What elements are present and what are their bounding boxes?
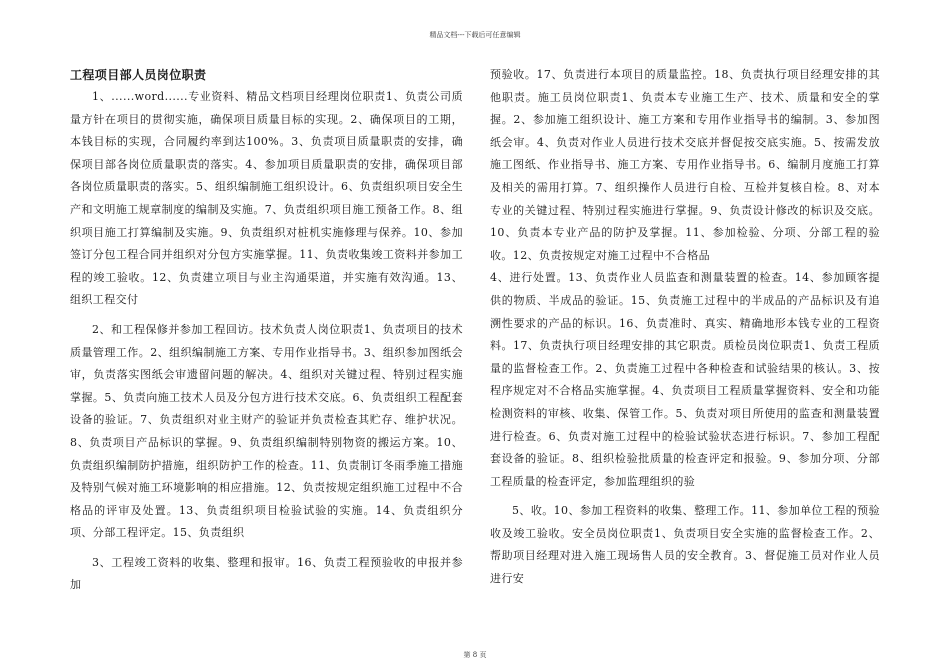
- paragraph-quality-inspector: 4、进行处置。13、负责作业人员监查和测量装置的检查。14、参加顾客提供的物质、半成品的验证。15、负责施工过程中的半成品的产品标识及有追溯性要求的产品的标识。16、负责准时、真实、精确地形本钱专业的工程资料。17、负责执行项目经理安排的其它职责。质检员岗位职责1、负责工程质量的监督检查工作。2、负责施工过程中各种检查和试验结果的核认。3、按程序规定对不合格品实施掌握。4、负责项目工程质量掌握资料、安全和功能检测资料的审核、收集、保管工作。5、负责对项目所使用的监查和测量装置进行检查。6、负责对施工过程中的检验试验状态进行标识。7、参加工程配套设备的验证。8、组织检验批质量的检查评定和报验。9、参加分项、分部工程质量的检查评定，参加监理组织的验: [490, 271, 880, 488]
- paragraph-safety-officer: 5、收。10、参加工程资料的收集、整理工作。11、参加单位工程的预验收及竣工验收。安全员岗位职责1、负责项目安全实施的监督检查工作。2、帮助项目经理对进入施工现场售人员的安全教育。3、督促施工员对作业人员进行安: [490, 504, 880, 586]
- left-column: [70, 64, 463, 597]
- paragraph-construction-staff: 预验收。17、负责进行本项目的质量监控。18、负责执行项目经理安排的其他职责。施工员岗位职责1、负责本专业施工生产、技术、质量和安全的掌握。2、参加施工组织设计、施工方案和专用作业指导书的编制。3、参加图纸会审。4、负责对作业人员进行技术交底并督促按交底实施。5、按需发放施工图纸、作业指导书、施工方案、专用作业指导书。6、编制月度施工打算及相关的需用打算。7、组织操作人员进行自检、互检并复核自检。8、对本专业的关键过程、特别过程实施进行掌握。9、负责设计修改的标识及交底。10、负责本专业产品的防护及掌握。11、参加检验、分项、分部工程的验收。12、负责按规定对施工过程中不合格品: [490, 68, 880, 262]
- paragraph-technical-lead: 2、和工程保修并参加工程回访。技术负责人岗位职责1、负责项目的技术质量管理工作。2、组织编制施工方案、专用作业指导书。3、组织参加图纸会审，负责落实图纸会审遗留问题的解决。4、组织对关键过程、特别过程实施掌握。5、负责向施工技术人员及分包方进行技术交底。6、负责组织工程配套设备的验证。7、负责组织对业主财产的验证并负责检查其贮存、维护状况。8、负责项目产品标识的掌握。9、负责组织编制特别物资的搬运方案。10、负责组织编制防护措施，组织防护工作的检查。11、负责制订冬雨季施工措施及特别气候对施工环境影响的相应措施。12、负责按规定组织施工过程中不合格品的评审及处置。13、负责组织项目检验试验的实施。14、负责组织分项、分部工程评定。15、负责组织: [70, 322, 463, 540]
- paragraph-completion-docs: 3、工程竣工资料的收集、整理和报审。16、负责工程预验收的申报并参加: [70, 555, 463, 592]
- document-title: 工程项目部人员岗位职责: [70, 68, 207, 82]
- right-column: [490, 64, 880, 591]
- page-number: 第 8 页: [463, 651, 487, 659]
- page-header: 精品文档---下载后可任意编辑: [429, 31, 521, 39]
- paragraph-project-manager: 1、......word......专业资料、精品文档项目经理岗位职责1、负责公司质量方针在项目的贯彻实施，确保项目质量目标的实现。2、确保项目的工期，本钱目标的实现，合同履约率到达100%。3、负责项目质量职责的安排，确保项目部各岗位质量职责的落实。4、参加项目质量职责的安排，确保项目部各岗位质量职责的落实。5、组织编制施工组织设计。6、负责组织项目安全生产和文明施工规章制度的编制及实施。7、负责组织项目施工预备工作。8、组织项目施工打算编制及实施。9、负责组织对桩机实施修理与保养。10、参加签订分包工程合同并组织对分包方实施掌握。11、负责收集竣工资料并参加工程的竣工验收。12、负责建立项目与业主沟通渠道，并实施有效沟通。13、组织工程交付: [70, 90, 463, 307]
